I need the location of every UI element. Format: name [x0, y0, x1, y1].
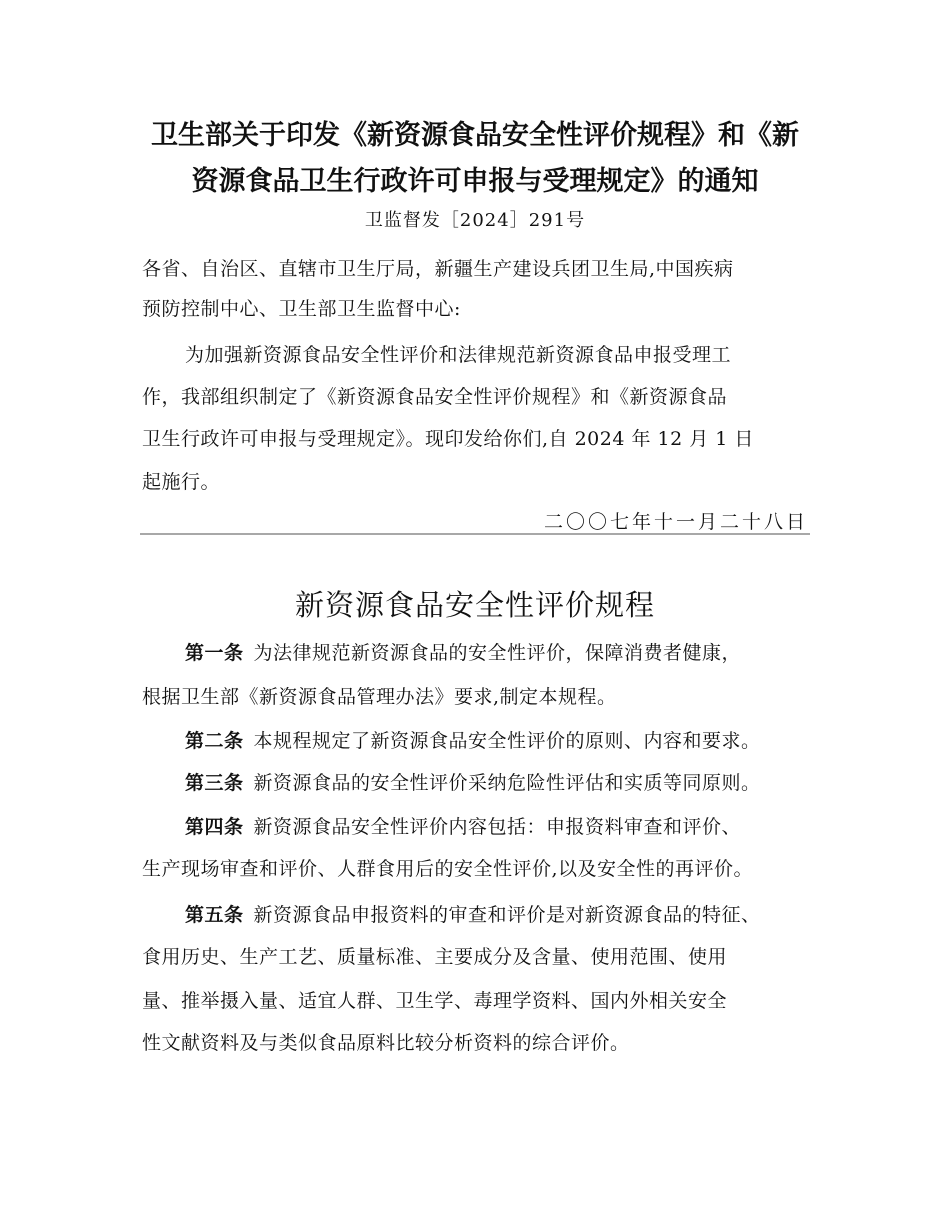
addressee-line-2: 预防控制中心、卫生部卫生监督中心:: [142, 298, 461, 320]
article-5-continuation-3: 性文献资料及与类似食品原料比较分析资料的综合评价。: [142, 1032, 630, 1054]
article-label: 第二条: [185, 730, 244, 752]
notice-body-line-3: 卫生行政许可申报与受理规定》。现印发给你们,自 2024 年 12 月 1 日: [142, 428, 754, 450]
article-text: 新资源食品的安全性评价采纳危险性评估和实质等同原则。: [253, 772, 761, 794]
notice-title: [130, 113, 820, 205]
section-divider: [140, 533, 810, 535]
article-label: 第四条: [185, 816, 244, 838]
notice-title-line-2: 资源食品卫生行政许可申报与受理规定》的通知: [191, 166, 759, 197]
notice-body-line-1: 为加强新资源食品安全性评价和法律规范新资源食品申报受理工: [185, 344, 732, 366]
addressee-line-1: 各省、自治区、直辖市卫生厅局，新疆生产建设兵团卫生局,中国疾病: [142, 258, 734, 280]
notice-body-line-4: 起施行。: [142, 471, 221, 493]
article-5-continuation-2: 量、推举摄入量、适宜人群、卫生学、毒理学资料、国内外相关安全: [142, 990, 728, 1012]
article-label: 第三条: [185, 772, 244, 794]
issue-date: 二〇〇七年十一月二十八日: [543, 511, 808, 533]
notice-body-line-2: 作，我部组织制定了《新资源食品安全性评价规程》和《新资源食品: [142, 386, 728, 408]
article-4-continuation: 生产现场审查和评价、人群食用后的安全性评价,以及安全性的再评价。: [142, 858, 754, 880]
article-5: [185, 900, 761, 927]
notice-title-line-1: 卫生部关于印发《新资源食品安全性评价规程》和《新: [151, 120, 799, 151]
article-5-continuation-1: 食用历史、生产工艺、质量标准、主要成分及含量、使用范围、使用: [142, 946, 728, 968]
article-text: 新资源食品申报资料的审查和评价是对新资源食品的特征、: [253, 904, 761, 926]
article-text: 新资源食品安全性评价内容包括：申报资料审查和评价、: [253, 816, 742, 838]
article-3: [185, 768, 761, 795]
article-1-continuation: 根据卫生部《新资源食品管理办法》要求,制定本规程。: [142, 686, 617, 708]
article-4: [185, 812, 741, 839]
regulation-title: 新资源食品安全性评价规程: [294, 588, 655, 622]
article-label: 第一条: [185, 642, 244, 664]
article-text: 本规程规定了新资源食品安全性评价的原则、内容和要求。: [253, 730, 761, 752]
article-2: [185, 726, 761, 753]
article-1: [185, 638, 741, 665]
document-number: 卫监督发［2024］291号: [364, 210, 586, 231]
article-text: 为法律规范新资源食品的安全性评价，保障消费者健康，: [253, 642, 742, 664]
article-label: 第五条: [185, 904, 244, 926]
